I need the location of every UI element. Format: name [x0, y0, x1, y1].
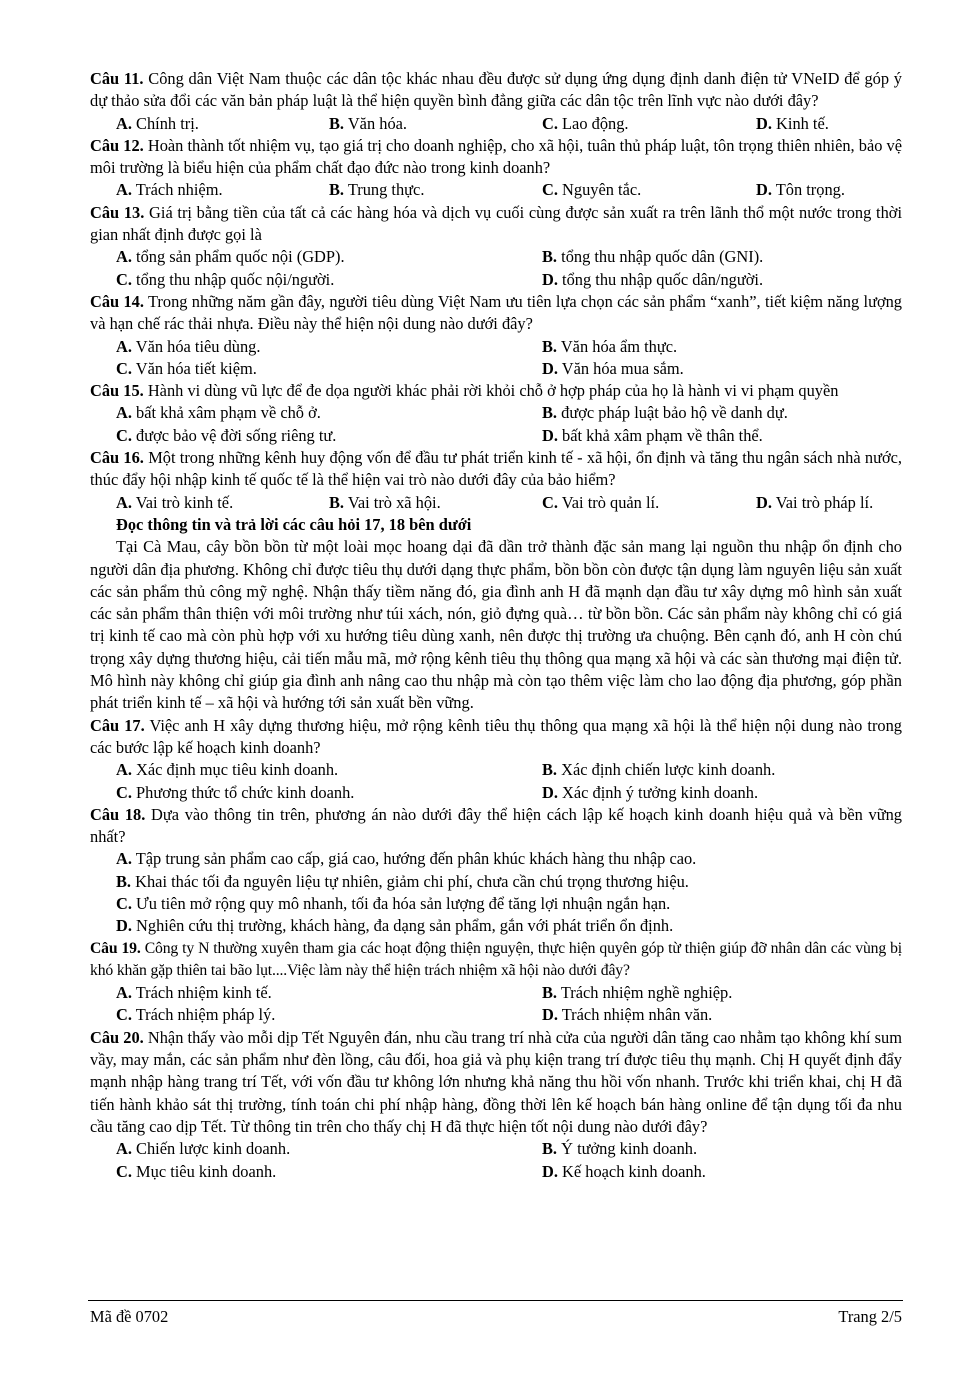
reading-text: Tại Cà Mau, cây bồn bồn từ một loài mọc hoang dại đã dần trở thành đặc sản mang lại nguồn thu nhập ổn định cho người dân địa phương. Không chỉ được tiêu thụ dưới dạng thực phẩm, bồn bồn còn được tận dụng làm nguyên liệu sản xuất các sản phẩm thủ công mỹ nghệ. Nhận thấy tiềm năng đó, gia đình anh H đã mạnh dạn đầu tư xây dựng mô hình sản xuất các sản phẩm thân thiện với môi trường như túi xách, nón, giỏ đựng quà… từ bồn bồn. Các sản phẩm này không chỉ có giá trị kinh tế cao mà còn phù hợp với xu hướng tiêu dùng xanh, nên được thị trường ưa chuộng. Bên cạnh đó, anh H còn chú trọng xây dựng thương hiệu, cải tiến mẫu mã, mở rộng kênh tiêu thụ thông qua mạng xã hội và các sàn thương mại điện tử. Mô hình này không chỉ giúp gia đình anh nâng cao thu nhập mà còn tạo thêm việc làm cho lao động địa phương, góp phần phát triển kinh tế – xã hội và hướng tới sản xuất bền vững.: [90, 537, 902, 713]
question-text: Việc anh H xây dựng thương hiệu, mở rộng kênh tiêu thụ thông qua mạng xã hội là thể hiện nội dung nào trong các bước lập kế hoạch kinh doanh?: [90, 715, 903, 757]
option-a[interactable]: A. Trách nhiệm kinh tế.: [116, 983, 272, 1003]
question-text: Giá trị bằng tiền của tất cả các hàng hóa và dịch vụ cuối cùng được sản xuất ra trên lãnh thổ một nước trong thời gian nhất định được gọi là: [90, 202, 902, 245]
option-b[interactable]: B. Văn hóa ẩm thực.: [542, 336, 678, 356]
question-text: Trong những năm gần đây, người tiêu dùng Việt Nam ưu tiên lựa chọn các sản phẩm “xanh”, tiết kiệm năng lượng và hạn chế rác thải nhựa. Điều này thể hiện nội dung nào dưới đây?: [90, 291, 903, 334]
answer-options: [90, 1138, 902, 1183]
option-b[interactable]: B. Trách nhiệm nghề nghiệp.: [542, 983, 733, 1003]
question-number: Câu 14.: [90, 291, 144, 311]
option-c[interactable]: C. Lao động.: [542, 113, 629, 133]
question-number: Câu 17.: [90, 715, 145, 735]
question-text: Nhận thấy vào mỗi dịp Tết Nguyên đán, nhu cầu trang trí nhà cửa của người dân tăng cao nhằm tạo không khí sum vầy, may mắn, các sản phẩm như đèn lồng, câu đối, hoa giả và phụ kiện trang trí được tiêu thụ mạnh. Chị H quyết định đẩy mạnh nhập hàng trang trí Tết, với vốn đầu tư không lớn nhưng khả năng thu hồi vốn nhanh. Trước khi triển khai, chị H đã tiến hành khảo sát thị trường, tính toán chi phí nhập hàng, đồng thời lên kế hoạch bán hàng online để tận dụng tối đa nhu cầu tăng cao dịp Tết. Từ thông tin trên cho thấy chị H đã thực hiện tốt nội dung nào dưới đây?: [90, 1027, 902, 1136]
option-b[interactable]: B. Xác định chiến lược kinh doanh.: [542, 760, 776, 780]
option-a[interactable]: A. Văn hóa tiêu dùng.: [116, 336, 261, 356]
question-stem: [90, 135, 902, 180]
option-d[interactable]: D. Vai trò pháp lí.: [756, 492, 874, 512]
page-number: Trang 2/5: [838, 1307, 902, 1326]
question-stem: [90, 68, 902, 113]
option-c[interactable]: C. tổng thu nhập quốc nội/người.: [116, 269, 335, 289]
question-stem: [90, 447, 902, 492]
option-d[interactable]: D. Tôn trọng.: [756, 180, 845, 200]
question-20: [90, 1027, 902, 1183]
option-b[interactable]: B. Ý tưởng kinh doanh.: [542, 1139, 698, 1159]
answer-options: [90, 492, 902, 514]
footer-divider: [88, 1300, 903, 1301]
question-12: [90, 135, 902, 202]
question-number: Câu 15.: [90, 381, 144, 401]
option-c[interactable]: C. Văn hóa tiết kiệm.: [116, 358, 257, 378]
option-a[interactable]: A. Chiến lược kinh doanh.: [116, 1139, 291, 1159]
option-d[interactable]: D. Kinh tế.: [756, 113, 829, 133]
option-c[interactable]: C. Ưu tiên mở rộng quy mô nhanh, tối đa hóa sản lượng để tăng lợi nhuận ngắn hạn.: [116, 893, 671, 913]
question-19: [90, 938, 902, 1027]
option-a[interactable]: A. bất khả xâm phạm về chỗ ở.: [116, 403, 321, 423]
option-b[interactable]: B. Văn hóa.: [329, 113, 408, 133]
question-13: [90, 202, 902, 291]
question-18: [90, 804, 902, 938]
question-number: Câu 18.: [90, 804, 146, 824]
question-11: [90, 68, 902, 135]
exam-code: Mã đề 0702: [90, 1307, 169, 1326]
question-text: Hoàn thành tốt nhiệm vụ, tạo giá trị cho doanh nghiệp, cho xã hội, tuân thủ pháp luật, tôn trọng thiên nhiên, bảo vệ môi trường là biểu hiện của phẩm chất đạo đức nào trong kinh doanh?: [90, 135, 903, 178]
exam-page: [90, 68, 902, 1183]
option-b[interactable]: B. tổng thu nhập quốc dân (GNI).: [542, 247, 764, 267]
question-stem: [90, 938, 902, 983]
option-d[interactable]: D. Văn hóa mua sắm.: [542, 358, 684, 378]
option-d[interactable]: D. Xác định ý tưởng kinh doanh.: [542, 782, 759, 802]
option-a[interactable]: A. tổng sản phẩm quốc nội (GDP).: [116, 247, 345, 267]
question-number: Câu 11.: [90, 69, 144, 88]
option-d[interactable]: D. bất khả xâm phạm về thân thể.: [542, 425, 763, 445]
reading-heading: Đọc thông tin và trả lời các câu hỏi 17, 18 bên dưới: [116, 514, 472, 534]
option-b[interactable]: B. Trung thực.: [329, 180, 425, 200]
option-a[interactable]: A. Tập trung sản phẩm cao cấp, giá cao, hướng đến phân khúc khách hàng thu nhập cao.: [116, 849, 697, 869]
question-stem: [90, 804, 902, 849]
question-number: Câu 16.: [90, 448, 144, 468]
option-c[interactable]: C. Trách nhiệm pháp lý.: [116, 1005, 276, 1025]
answer-options: [90, 113, 902, 135]
option-a[interactable]: A. Chính trị.: [116, 113, 199, 133]
option-c[interactable]: C. được bảo vệ đời sống riêng tư.: [116, 425, 337, 445]
answer-options: [90, 402, 902, 447]
option-d[interactable]: D. tổng thu nhập quốc dân/người.: [542, 269, 764, 289]
option-a[interactable]: A. Vai trò kinh tế.: [116, 492, 234, 512]
option-c[interactable]: C. Phương thức tổ chức kinh doanh.: [116, 782, 355, 802]
question-stem: [90, 291, 902, 336]
answer-options: [90, 336, 902, 381]
question-stem: [90, 715, 902, 760]
option-c[interactable]: C. Nguyên tắc.: [542, 180, 642, 200]
option-a[interactable]: A. Xác định mục tiêu kinh doanh.: [116, 760, 339, 780]
question-text: Công ty N thường xuyên tham gia các hoạt động thiện nguyện, thực hiện quyên góp từ thiện giúp đỡ nhân dân các vùng bị khó khăn gặp thiên tai bão lụt....Việc làm này thể hiện trách nhiệm xã hội nào dưới đây?: [90, 939, 902, 979]
question-text: Một trong những kênh huy động vốn để đầu tư phát triển kinh tế - xã hội, ổn định và tăng thu ngân sách nhà nước, thúc đẩy hội nhập kinh tế quốc tế là thể hiện vai trò nào dưới đây của bảo hiểm?: [90, 448, 902, 490]
question-stem: [90, 380, 902, 402]
option-d[interactable]: D. Trách nhiệm nhân văn.: [542, 1005, 713, 1025]
question-number: Câu 20.: [90, 1027, 144, 1047]
option-c[interactable]: C. Mục tiêu kinh doanh.: [116, 1161, 277, 1181]
question-text: Dựa vào thông tin trên, phương án nào dưới đây thể hiện cách lập kế hoạch kinh doanh hiệu quả và bền vững nhất?: [90, 804, 902, 847]
option-c[interactable]: C. Vai trò quản lí.: [542, 492, 660, 512]
option-b[interactable]: B. Khai thác tối đa nguyên liệu tự nhiên, giảm chi phí, chưa cần chú trọng thương hiệu.: [116, 871, 689, 891]
option-a[interactable]: A. Trách nhiệm.: [116, 180, 223, 200]
question-text: Công dân Việt Nam thuộc các dân tộc khác nhau đều được sử dụng ứng dụng định danh điện tử VNeID để góp ý dự thảo sửa đổi các văn bản pháp luật là thể hiện quyền bình đẳng giữa các dân tộc trên lĩnh vực nào dưới đây?: [90, 69, 902, 111]
option-d[interactable]: D. Nghiên cứu thị trường, khách hàng, đa dạng sản phẩm, gắn với phát triển ổn định.: [116, 916, 674, 936]
question-15: [90, 380, 902, 447]
answer-options: [90, 179, 902, 201]
answer-options: [90, 246, 902, 291]
question-14: [90, 291, 902, 380]
option-b[interactable]: B. được pháp luật bảo hộ về danh dự.: [542, 403, 788, 423]
question-text: Hành vi dùng vũ lực để đe dọa người khác phải rời khỏi chỗ ở hợp pháp của họ là hành vi vi phạm quyền: [147, 381, 839, 401]
question-number: Câu 19.: [90, 939, 141, 957]
question-stem: [90, 1027, 902, 1138]
question-number: Câu 13.: [90, 202, 145, 222]
question-number: Câu 12.: [90, 135, 144, 155]
answer-options: [90, 982, 902, 1027]
option-b[interactable]: B. Vai trò xã hội.: [329, 492, 441, 512]
reading-passage: [90, 514, 902, 715]
answer-options: [90, 759, 902, 804]
question-16: [90, 447, 902, 514]
option-d[interactable]: D. Kế hoạch kinh doanh.: [542, 1161, 706, 1181]
question-stem: [90, 202, 902, 247]
answer-options: [90, 848, 902, 937]
question-17: [90, 715, 902, 804]
